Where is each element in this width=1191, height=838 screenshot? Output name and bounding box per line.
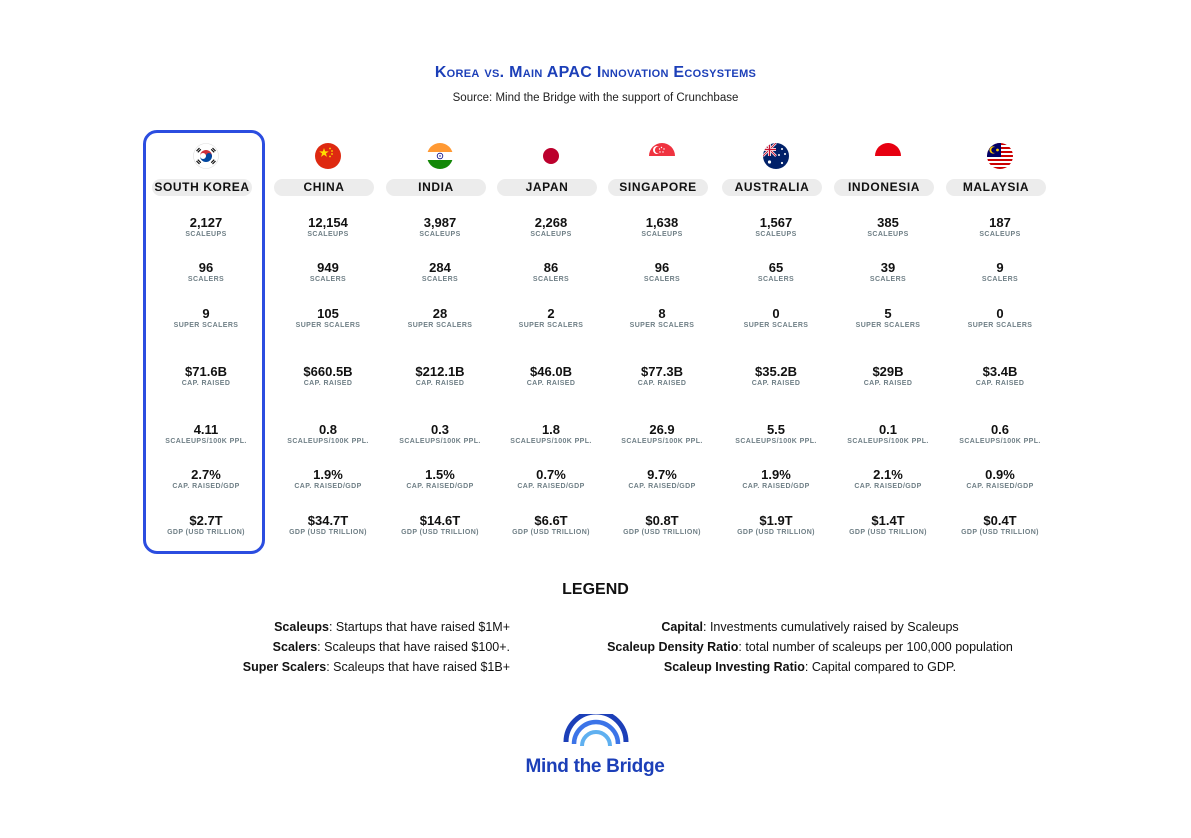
stat-value: $34.7T [307,513,349,528]
logo-text: Mind the Bridge [525,756,665,777]
stat-label: CAP. RAISED [303,380,353,387]
stat-super-scalers [832,307,944,330]
malaysia-flag-icon [944,142,1056,170]
stat-scalers [272,261,384,284]
stat-label: CAP. RAISED/GDP [742,483,810,490]
legend-item-super-scalers: Super Scalers: Scaleups that have raised $1B+ [242,660,510,674]
stat-value: 28 [432,306,448,321]
stat-label: CAP. RAISED/GDP [628,483,696,490]
stat-value: 1,638 [645,215,679,230]
stat-cap-raised [150,365,262,388]
stat-label: SUPER SCALERS [295,322,361,329]
stat-value: 0.1 [878,422,898,437]
stat-label: SCALERS [643,276,681,283]
stat-label: SCALERS [187,276,225,283]
australia-flag-icon [720,142,832,170]
south-korea-flag-icon [150,142,262,170]
stat-value: 26.9 [649,422,675,437]
stat-cap-gdp [495,468,607,491]
stat-value: $35.2B [755,364,797,379]
singapore-flag-icon [606,142,718,170]
stat-value: $71.6B [185,364,227,379]
stat-value: $6.6T [534,513,568,528]
stat-label: SCALERS [869,276,907,283]
stat-gdp [606,514,718,537]
stat-label: SCALEUPS/100K PPL. [735,438,817,445]
stat-label: CAP. RAISED [975,380,1025,387]
stat-density [150,423,262,446]
stat-label: CAP. RAISED/GDP [172,483,240,490]
stat-value: 0.8 [318,422,338,437]
stat-gdp [495,514,607,537]
stat-value: 2.7% [191,467,221,482]
india-flag-icon [384,142,496,170]
stat-value: 1.9% [761,467,791,482]
stat-value: $77.3B [641,364,683,379]
stat-label: GDP (USD TRILLION) [961,529,1039,536]
stat-label: SCALEUPS/100K PPL. [847,438,929,445]
stat-value: $29B [872,364,904,379]
stat-value: 9 [996,260,1004,275]
stat-value: $46.0B [530,364,572,379]
stat-value: 2 [547,306,555,321]
stat-value: 1.5% [425,467,455,482]
stat-cap-raised [384,365,496,388]
stat-scaleups [495,216,607,239]
stat-value: $660.5B [303,364,353,379]
stat-label: SCALEUPS [979,231,1021,238]
stat-value: 0.9% [985,467,1015,482]
stat-value: $3.4B [982,364,1018,379]
legend-left [160,617,510,677]
legend-item-scaleups: Scaleups: Startups that have raised $1M+ [274,620,510,634]
stat-label: CAP. RAISED [863,380,913,387]
stat-label: GDP (USD TRILLION) [737,529,815,536]
legend-item-capital: Capital: Investments cumulatively raised by Scaleups [661,620,959,634]
stat-label: GDP (USD TRILLION) [512,529,590,536]
stat-label: CAP. RAISED [526,380,576,387]
stat-value: 5 [884,306,892,321]
stat-super-scalers [944,307,1056,330]
stat-scaleups [720,216,832,239]
stat-label: CAP. RAISED/GDP [966,483,1034,490]
stat-density [272,423,384,446]
stat-scalers [944,261,1056,284]
country-name: JAPAN [497,179,597,196]
stat-label: SUPER SCALERS [855,322,921,329]
stat-label: SCALEUPS/100K PPL. [959,438,1041,445]
stat-cap-raised [272,365,384,388]
stat-value: 2,127 [189,215,223,230]
stat-super-scalers [384,307,496,330]
stat-value: 39 [880,260,896,275]
stat-density [384,423,496,446]
country-name: SINGAPORE [608,179,708,196]
stat-value: $1.9T [759,513,793,528]
stat-value: 96 [654,260,670,275]
stat-density [944,423,1056,446]
stat-label: GDP (USD TRILLION) [167,529,245,536]
stat-value: $0.8T [645,513,679,528]
stat-gdp [944,514,1056,537]
stat-label: CAP. RAISED [181,380,231,387]
stat-value: $0.4T [983,513,1017,528]
stat-label: SCALEUPS [307,231,349,238]
stat-label: SCALEUPS [641,231,683,238]
stat-label: SUPER SCALERS [173,322,239,329]
stat-label: CAP. RAISED/GDP [854,483,922,490]
stat-scalers [150,261,262,284]
stat-value: 5.5 [766,422,786,437]
china-flag-icon [272,142,384,170]
stat-value: 9.7% [647,467,677,482]
stat-label: CAP. RAISED/GDP [406,483,474,490]
stat-label: SCALERS [421,276,459,283]
stat-value: 1.9% [313,467,343,482]
stat-value: 4.11 [193,422,219,437]
stat-scaleups [944,216,1056,239]
stat-density [606,423,718,446]
legend-right [570,617,1050,677]
stat-label: SUPER SCALERS [629,322,695,329]
stat-label: SCALEUPS [867,231,909,238]
stat-label: SCALEUPS/100K PPL. [621,438,703,445]
stat-cap-gdp [150,468,262,491]
stat-label: SCALERS [532,276,570,283]
stat-label: SCALERS [981,276,1019,283]
stat-label: CAP. RAISED [415,380,465,387]
stat-cap-raised [832,365,944,388]
stat-cap-raised [720,365,832,388]
page-subtitle: Source: Mind the Bridge with the support of Crunchbase [452,92,739,104]
stat-value: 2.1% [873,467,903,482]
stat-label: SCALERS [757,276,795,283]
stat-cap-gdp [720,468,832,491]
stat-scaleups [150,216,262,239]
stat-gdp [384,514,496,537]
stat-gdp [832,514,944,537]
stat-density [832,423,944,446]
stat-value: 8 [658,306,666,321]
stat-scalers [832,261,944,284]
stat-cap-gdp [272,468,384,491]
stat-label: SCALEUPS/100K PPL. [287,438,369,445]
stat-value: 86 [543,260,559,275]
stat-cap-gdp [384,468,496,491]
stat-value: 1,567 [759,215,793,230]
stat-cap-gdp [832,468,944,491]
stat-cap-raised [495,365,607,388]
stat-label: SCALEUPS/100K PPL. [510,438,592,445]
stat-label: GDP (USD TRILLION) [623,529,701,536]
stat-gdp [272,514,384,537]
stat-value: 187 [989,215,1011,230]
stat-super-scalers [720,307,832,330]
stat-scalers [606,261,718,284]
stat-scalers [384,261,496,284]
stat-value: 96 [198,260,214,275]
stat-label: SCALEUPS [530,231,572,238]
stat-density [720,423,832,446]
stat-value: 0.7% [536,467,566,482]
legend-item-scalers: Scalers: Scaleups that have raised $100+. [272,640,510,654]
country-name: MALAYSIA [946,179,1046,196]
stat-scalers [495,261,607,284]
stat-value: 0.3 [430,422,450,437]
country-name: AUSTRALIA [722,179,822,196]
stat-value: $1.4T [871,513,905,528]
stat-cap-gdp [944,468,1056,491]
stat-label: GDP (USD TRILLION) [289,529,367,536]
page-title: Korea vs. Main APAC Innovation Ecosystems [434,64,757,81]
stat-scaleups [384,216,496,239]
stat-value: $212.1B [415,364,465,379]
stat-value: 65 [768,260,784,275]
stat-label: SUPER SCALERS [967,322,1033,329]
stat-label: SCALERS [309,276,347,283]
stat-value: 0 [772,306,780,321]
stat-value: 2,268 [534,215,568,230]
stat-value: $14.6T [419,513,461,528]
stat-scalers [720,261,832,284]
stat-cap-raised [606,365,718,388]
stat-value: 949 [317,260,339,275]
stat-gdp [150,514,262,537]
stat-label: SCALEUPS/100K PPL. [399,438,481,445]
stat-label: SCALEUPS [755,231,797,238]
stat-value: 9 [202,306,210,321]
country-name: INDIA [386,179,486,196]
stat-value: 12,154 [308,215,348,230]
legend-item-investing-ratio: Scaleup Investing Ratio: Capital compared to GDP. [663,660,957,674]
stat-scaleups [272,216,384,239]
stat-super-scalers [150,307,262,330]
stat-super-scalers [495,307,607,330]
stat-label: GDP (USD TRILLION) [401,529,479,536]
stat-scaleups [832,216,944,239]
japan-flag-icon [495,142,607,170]
stat-label: CAP. RAISED [751,380,801,387]
stat-cap-gdp [606,468,718,491]
stat-label: CAP. RAISED/GDP [294,483,362,490]
indonesia-flag-icon [832,142,944,170]
stat-label: SCALEUPS [185,231,227,238]
legend-title: LEGEND [562,581,629,598]
stat-label: SCALEUPS/100K PPL. [165,438,247,445]
stat-value: $2.7T [189,513,223,528]
stat-label: SCALEUPS [419,231,461,238]
stat-label: GDP (USD TRILLION) [849,529,927,536]
stat-super-scalers [272,307,384,330]
stat-value: 105 [317,306,339,321]
stat-label: SUPER SCALERS [407,322,473,329]
stat-gdp [720,514,832,537]
stat-value: 0 [996,306,1004,321]
legend-item-density-ratio: Scaleup Density Ratio: total number of scaleups per 100,000 population [607,640,1013,654]
stat-super-scalers [606,307,718,330]
stat-value: 284 [429,260,451,275]
stat-density [495,423,607,446]
stat-label: CAP. RAISED/GDP [517,483,585,490]
country-name: SOUTH KOREA [152,179,252,196]
stat-label: SUPER SCALERS [518,322,584,329]
stat-label: SUPER SCALERS [743,322,809,329]
country-name: INDONESIA [834,179,934,196]
stat-scaleups [606,216,718,239]
stat-value: 1.8 [541,422,561,437]
stat-cap-raised [944,365,1056,388]
stat-value: 3,987 [423,215,457,230]
stat-value: 385 [877,215,899,230]
stat-label: CAP. RAISED [637,380,687,387]
stat-value: 0.6 [990,422,1010,437]
country-name: CHINA [274,179,374,196]
